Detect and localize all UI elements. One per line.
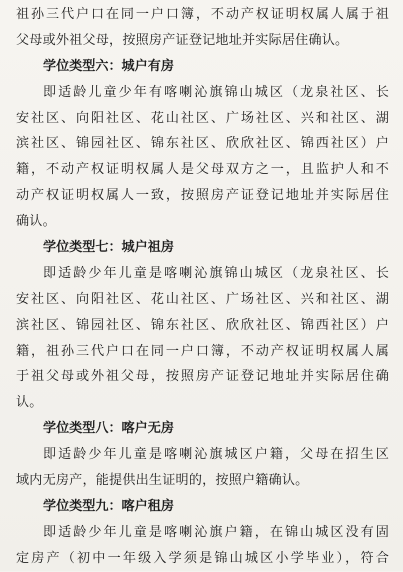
- paragraph-line: 滨社区、锦园社区、锦东社区、欣欣社区、锦西社区）户: [16, 136, 389, 152]
- section-intro: [16, 2, 389, 54]
- paragraph-line: 域内无房产，能提供出生证明的，按照户籍确认。: [16, 473, 309, 489]
- paragraph-line: 籍，祖孙三代户口在同一户口簿，不动产权证明权属人属: [16, 343, 389, 359]
- paragraph-line: 即适龄少年儿童是喀喇沁旗锦山城区（龙泉社区、长: [43, 265, 389, 281]
- paragraph-line: 即适龄儿童少年有喀喇沁旗锦山城区（龙泉社区、长: [43, 84, 389, 100]
- paragraph-line: 安社区、向阳社区、花山社区、广场社区、兴和社区、湖: [16, 291, 389, 307]
- paragraph-line: 确认。: [16, 214, 56, 230]
- paragraph-line: 祖孙三代户口在同一户口簿，不动产权证明权属人属于祖: [16, 7, 389, 22]
- paragraph-line: 即适龄少年儿童是喀喇沁旗户籍，在锦山城区没有固: [43, 524, 389, 540]
- section-heading: 学位类型七：城户祖房: [43, 240, 174, 256]
- paragraph-line: 认。: [16, 395, 43, 411]
- section-heading: 学位类型八：喀户无房: [43, 421, 174, 437]
- section-type-7: [16, 235, 389, 416]
- section-type-8: [16, 416, 389, 494]
- section-type-9: [16, 494, 389, 572]
- paragraph-line: 即适龄少年儿童是喀喇沁旗城区户籍，父母在招生区: [43, 447, 389, 463]
- paragraph-line: 动产权证明权属人一致，按照房产证登记地址并实际居住: [16, 188, 389, 204]
- paragraph-line: 定房产（初中一年级入学须是锦山城区小学毕业），符合: [16, 550, 389, 566]
- paragraph-line: 于祖父母或外祖父母，按照房产证登记地址并实际居住确: [16, 369, 389, 385]
- section-heading: 学位类型六：城户有房: [43, 58, 174, 74]
- paragraph-line: 安社区、向阳社区、花山社区、广场社区、兴和社区、湖: [16, 110, 389, 126]
- section-type-6: [16, 54, 389, 235]
- section-heading: 学位类型九：喀户租房: [43, 498, 174, 514]
- paragraph-line: 滨社区、锦园社区、锦东社区、欣欣社区、锦西社区）户: [16, 317, 389, 333]
- paragraph-line: 籍，不动产权证明权属人是父母双方之一，且监护人和不: [16, 162, 389, 178]
- paragraph-line: 父母或外祖父母，按照房产证登记地址并实际居住确认。: [16, 32, 349, 48]
